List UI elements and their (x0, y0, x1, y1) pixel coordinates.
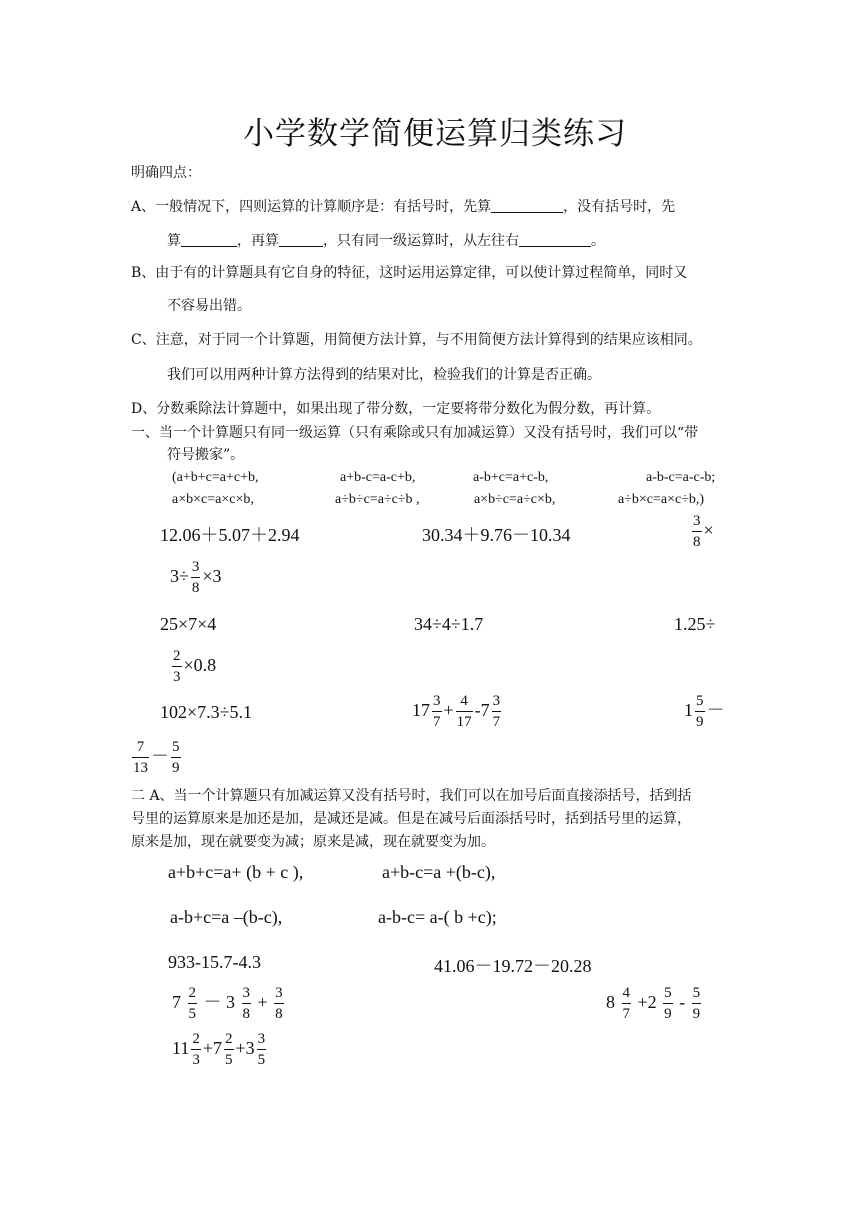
fraction: $\frac{2}{5}$ (225, 1031, 233, 1068)
intro-text: 明确四点： (131, 165, 201, 181)
problem-6-continued: $\frac{2}{3}$ ×0.8 (173, 648, 217, 685)
problem-q4: 8 $\frac{4}{7}$ +2 $\frac{5}{9}$ - $\frac{5}{9}$ (606, 985, 701, 1022)
point-a-text: ，再算 (237, 233, 279, 249)
fill-blank[interactable] (279, 232, 323, 247)
fraction: $\frac{3}{8}$ (275, 985, 283, 1022)
problem-9: 1 $\frac{5}{9}$ － (684, 693, 725, 730)
problem-1: 12.06＋5.07＋2.94 (160, 525, 300, 545)
fill-blank[interactable] (519, 232, 591, 247)
section1-heading-line1: 一、当一个计算题只有同一级运算（只有乘除或只有加减运算）又没有括号时，我们可以“带 (131, 425, 699, 441)
fraction: $\frac{3}{7}$ (492, 693, 501, 730)
fraction: $\frac{5}{9}$ (692, 985, 701, 1022)
fraction: $\frac{5}{9}$ (664, 985, 672, 1022)
fraction: $\frac{5}{9}$ (696, 693, 704, 730)
fraction: $\frac{3}{8}$ (242, 985, 250, 1022)
fraction: $\frac{2}{3}$ (192, 1031, 200, 1068)
problem-5: 34÷4÷1.7 (414, 614, 484, 634)
section2-heading-line1: 二 A、当一个计算题只有加减运算又没有括号时，我们可以在加号后面直接添括号，括到括 (131, 788, 692, 804)
problem-6: 1.25÷ (674, 614, 716, 634)
point-c-line1: C、注意，对于同一个计算题，用简便方法计算，与不用简便方法计算得到的结果应该相同。 (131, 332, 702, 348)
point-a-text: 。 (591, 233, 605, 249)
fraction: $\frac{3}{5}$ (257, 1031, 266, 1068)
problem-3-continued: 3÷ $\frac{3}{8}$ ×3 (170, 559, 222, 596)
fill-blank[interactable] (181, 232, 237, 247)
problem-7: 102×7.3÷5.1 (160, 702, 253, 722)
point-a-line1 (131, 198, 675, 216)
fill-blank[interactable] (491, 198, 563, 213)
point-a-text: ，没有括号时，先 (563, 199, 676, 215)
problem-q1: 933-15.7-4.3 (168, 952, 261, 972)
rule-item: a-b-c= a-( b +c); (378, 907, 497, 927)
fraction: $\frac{2}{5}$ (188, 985, 196, 1022)
problem-9-continued: $\frac{7}{13}$ － $\frac{5}{9}$ (133, 739, 180, 776)
problem-8: 17 $\frac{3}{7}$ + $\frac{4}{17}$ -7 $\frac{3}{7}$ (412, 693, 501, 730)
fraction: $\frac{2}{3}$ (173, 648, 181, 685)
rule-item: a×b×c=a×c×b, (172, 492, 254, 507)
rule-item: a-b+c=a+c-b, (473, 470, 549, 485)
problem-q2: 41.06－19.72－20.28 (434, 956, 592, 976)
problem-q5: 11 $\frac{2}{3}$ +7 $\frac{2}{5}$ +3 $\frac{3}{5}$ (172, 1031, 266, 1068)
fraction: $\frac{3}{8}$ (693, 513, 701, 550)
point-a-line2 (167, 232, 605, 250)
fraction: $\frac{3}{8}$ (191, 559, 200, 596)
fraction: $\frac{4}{17}$ (456, 693, 472, 730)
fraction: $\frac{3}{7}$ (433, 693, 441, 730)
rule-item: a+b-c=a-c+b, (340, 470, 416, 485)
point-a-text: 算 (167, 233, 181, 249)
point-c-line2: 我们可以用两种计算方法得到的结果对比，检验我们的计算是否正确。 (167, 367, 601, 383)
page-title: 小学数学简便运算归类练习 (243, 116, 627, 152)
rule-item: a÷b×c=a×c÷b,) (618, 492, 705, 507)
rule-item: a×b÷c=a÷c×b, (474, 492, 556, 507)
rule-item: a-b+c=a –(b-c), (170, 907, 283, 927)
problem-4: 25×7×4 (160, 614, 217, 634)
point-a-text: ，只有同一级运算时，从左往右 (323, 233, 519, 249)
problem-2: 30.34＋9.76－10.34 (422, 525, 571, 545)
problem-q3: 7 $\frac{2}{5}$ － 3 $\frac{3}{8}$ + $\frac{3}{8}$ (172, 985, 283, 1022)
fraction: $\frac{5}{9}$ (172, 739, 180, 776)
rule-item: a+b+c=a+ (b + c ), (168, 862, 304, 882)
section1-heading-line2: 符号搬家”。 (167, 447, 245, 463)
point-a-text: A、一般情况下，四则运算的计算顺序是：有括号时，先算 (131, 199, 492, 215)
rule-item: (a+b+c=a+c+b, (172, 470, 259, 485)
section2-heading-line3: 原来是加，现在就要变为减；原来是减，现在就要变为加。 (131, 834, 495, 850)
section2-heading-line2: 号里的运算原来是加还是加，是减还是减。但是在减号后面添括号时，括到括号里的运算， (131, 811, 691, 827)
rule-item: a+b-c=a +(b-c), (382, 862, 496, 882)
problem-3: $\frac{3}{8}$ × (693, 513, 714, 550)
point-b-line2: 不容易出错。 (167, 298, 251, 314)
fraction: $\frac{7}{13}$ (133, 739, 148, 776)
point-b-line1: B、由于有的计算题具有它自身的特征，这时运用运算定律，可以使计算过程简单，同时又 (131, 265, 688, 281)
rule-item: a-b-c=a-c-b; (646, 470, 716, 485)
fraction: $\frac{4}{7}$ (622, 985, 630, 1022)
point-d: D、分数乘除法计算题中，如果出现了带分数，一定要将带分数化为假分数，再计算。 (131, 401, 661, 417)
rule-item: a÷b÷c=a÷c÷b , (335, 492, 420, 507)
